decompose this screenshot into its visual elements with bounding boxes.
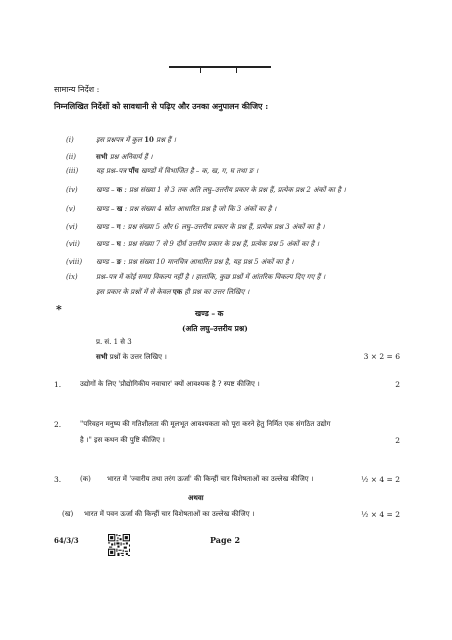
instruction-text-bold: घ: [116, 239, 121, 248]
question-marks: 2: [395, 380, 400, 389]
instruction-number: (v): [66, 205, 76, 213]
answer-all-bold: सभी: [96, 352, 108, 361]
instruction-text-bold: सभी: [96, 152, 108, 161]
section-total-marks: 3 × 2 = 6: [363, 352, 400, 361]
instruction-number: (vii): [66, 240, 80, 248]
instruction-text: [96, 136, 176, 144]
paper-code: 64/3/3: [54, 536, 79, 545]
instruction-text-post: प्रश्न अनिवार्य हैं ।: [107, 153, 153, 161]
section-subtitle: (अति लघु–उत्तरीय प्रश्न): [182, 324, 248, 333]
header-tick: [236, 68, 237, 73]
question-number: 1.: [54, 380, 62, 389]
instructions-intro: निम्नलिखित निर्देशों को सावधानी से पढ़िए और उनका अनुपालन कीजिए :: [54, 101, 269, 111]
instruction-number: (iii): [66, 167, 79, 175]
instruction-text-post: : प्रश्न संख्या 4 स्रोत आधारित प्रश्न है जो कि 3 अंकों का है ।: [122, 205, 277, 213]
section-title: खण्ड – क: [195, 309, 224, 318]
question-marks: 2: [395, 436, 400, 445]
instructions-heading: सामान्य निर्देश :: [54, 85, 100, 94]
qr-code-icon: [108, 534, 130, 556]
instruction-text: [96, 223, 325, 231]
instruction-text-bold: ग: [116, 222, 121, 231]
question-number: 3.: [54, 475, 62, 484]
question-marks: ½ × 4 = 2: [361, 475, 400, 484]
instruction-text: [96, 186, 346, 194]
instruction-text-bold: ख: [116, 204, 123, 213]
instruction-text: [96, 240, 319, 248]
instruction-text-post: : प्रश्न संख्या 1 से 3 तक अति लघु–उत्तरीय प्रकार के प्रश्न हैं, प्रत्येक प्रश्न 2 अंकों का है ।: [122, 186, 346, 194]
instruction-text-pre: खण्ड –: [96, 240, 117, 248]
question-number: 2.: [54, 420, 62, 429]
question-marks: ½ × 4 = 2: [361, 510, 400, 519]
header-tick: [200, 68, 201, 73]
instruction-text-bold: क: [116, 185, 123, 194]
instruction-number: (viii): [66, 258, 83, 266]
instruction-number: (ii): [66, 153, 76, 161]
instruction-text-pre: खण्ड –: [96, 186, 117, 194]
question-range: प्र. सं. 1 से 3: [96, 338, 132, 346]
instruction-text-pre: प्रश्न–पत्र में कोई समग्र विकल्प नहीं है । हालांकि, कुछ प्रश्नों में आंतरिक विकल्प दिए गए हैं ।: [96, 273, 326, 281]
instruction-text: [96, 288, 249, 296]
instruction-text: [96, 167, 258, 175]
instruction-text-pre: इस प्रश्नपत्र में कुल: [96, 136, 145, 144]
question-text-line2: है ।" इस कथन की पुष्टि कीजिए ।: [80, 436, 165, 444]
question-text: भारत में 'ज्वारीय तथा तरंग ऊर्जा' की किन्हीं चार विशेषताओं का उल्लेख कीजिए ।: [107, 475, 314, 483]
instruction-item: [66, 158, 258, 177]
instruction-text-bold: पाँच: [128, 166, 139, 175]
instruction-item: [66, 231, 319, 250]
instruction-text-pre: खण्ड –: [96, 223, 117, 231]
instruction-text-post: प्रश्न हैं ।: [153, 136, 176, 144]
instruction-text-bold: 10: [144, 135, 154, 144]
instruction-item: [66, 279, 249, 298]
section-star: *: [56, 303, 62, 316]
instruction-number: (iv): [66, 186, 78, 194]
question-part: (क): [80, 475, 91, 483]
instruction-text-post: ही प्रश्न का उत्तर लिखिए ।: [182, 288, 250, 296]
question-part: (ख): [62, 510, 74, 518]
instruction-text-pre: यह प्रश्न–पत्र: [96, 167, 129, 175]
instruction-text-post: : प्रश्न संख्या 5 और 6 लघु–उत्तरीय प्रकार के प्रश्न हैं, प्रत्येक प्रश्न 3 अंकों का है ।: [120, 223, 325, 231]
instruction-number: (ix): [66, 273, 78, 281]
instruction-number: (vi): [66, 223, 78, 231]
question-text: भारत में पवन ऊर्जा की किन्हीं चार विशेषताओं का उल्लेख कीजिए ।: [84, 510, 255, 518]
header-rule: [169, 66, 271, 68]
page-number: Page 2: [210, 535, 241, 545]
instruction-text-post: : प्रश्न संख्या 7 से 9 दीर्घ उत्तरीय प्रकार के प्रश्न हैं, प्रत्येक प्रश्न 5 अंकों का है ।: [120, 240, 320, 248]
instruction-item: [66, 196, 276, 215]
instruction-text-pre: इस प्रकार के प्रश्नों में से केवल: [96, 288, 173, 296]
instruction-text-pre: खण्ड –: [96, 258, 117, 266]
instruction-text-post: खण्डों में विभाजित है – क, ख, ग, घ तथा ङ ।: [138, 167, 259, 175]
instruction-text-bold: एक: [172, 287, 183, 296]
instruction-item: [66, 177, 346, 196]
answer-all-line: [96, 352, 167, 362]
instruction-number: (i): [66, 136, 74, 144]
instruction-text-post: : प्रश्न संख्या 10 मानचित्र आधारित प्रश्न है, यह प्रश्न 5 अंकों का है ।: [121, 258, 294, 266]
instruction-text-pre: खण्ड –: [96, 205, 117, 213]
question-text-line1: "परिवहन मनुष्य की गतिशीलता की मूलभूत आवश्यकता को पूरा करने हेतु निर्मित एक संगठित उद्योग: [80, 420, 331, 428]
or-label: अथवा: [188, 493, 204, 502]
answer-all-rest: प्रश्नों के उत्तर लिखिए ।: [107, 353, 167, 361]
question-text: उद्योगों के लिए 'प्रौद्योगिकीय नवाचार' क्यों आवश्यक है ? स्पष्ट कीजिए ।: [80, 380, 260, 388]
instruction-text-bold: ङ: [116, 257, 122, 266]
instruction-text: [96, 205, 276, 213]
